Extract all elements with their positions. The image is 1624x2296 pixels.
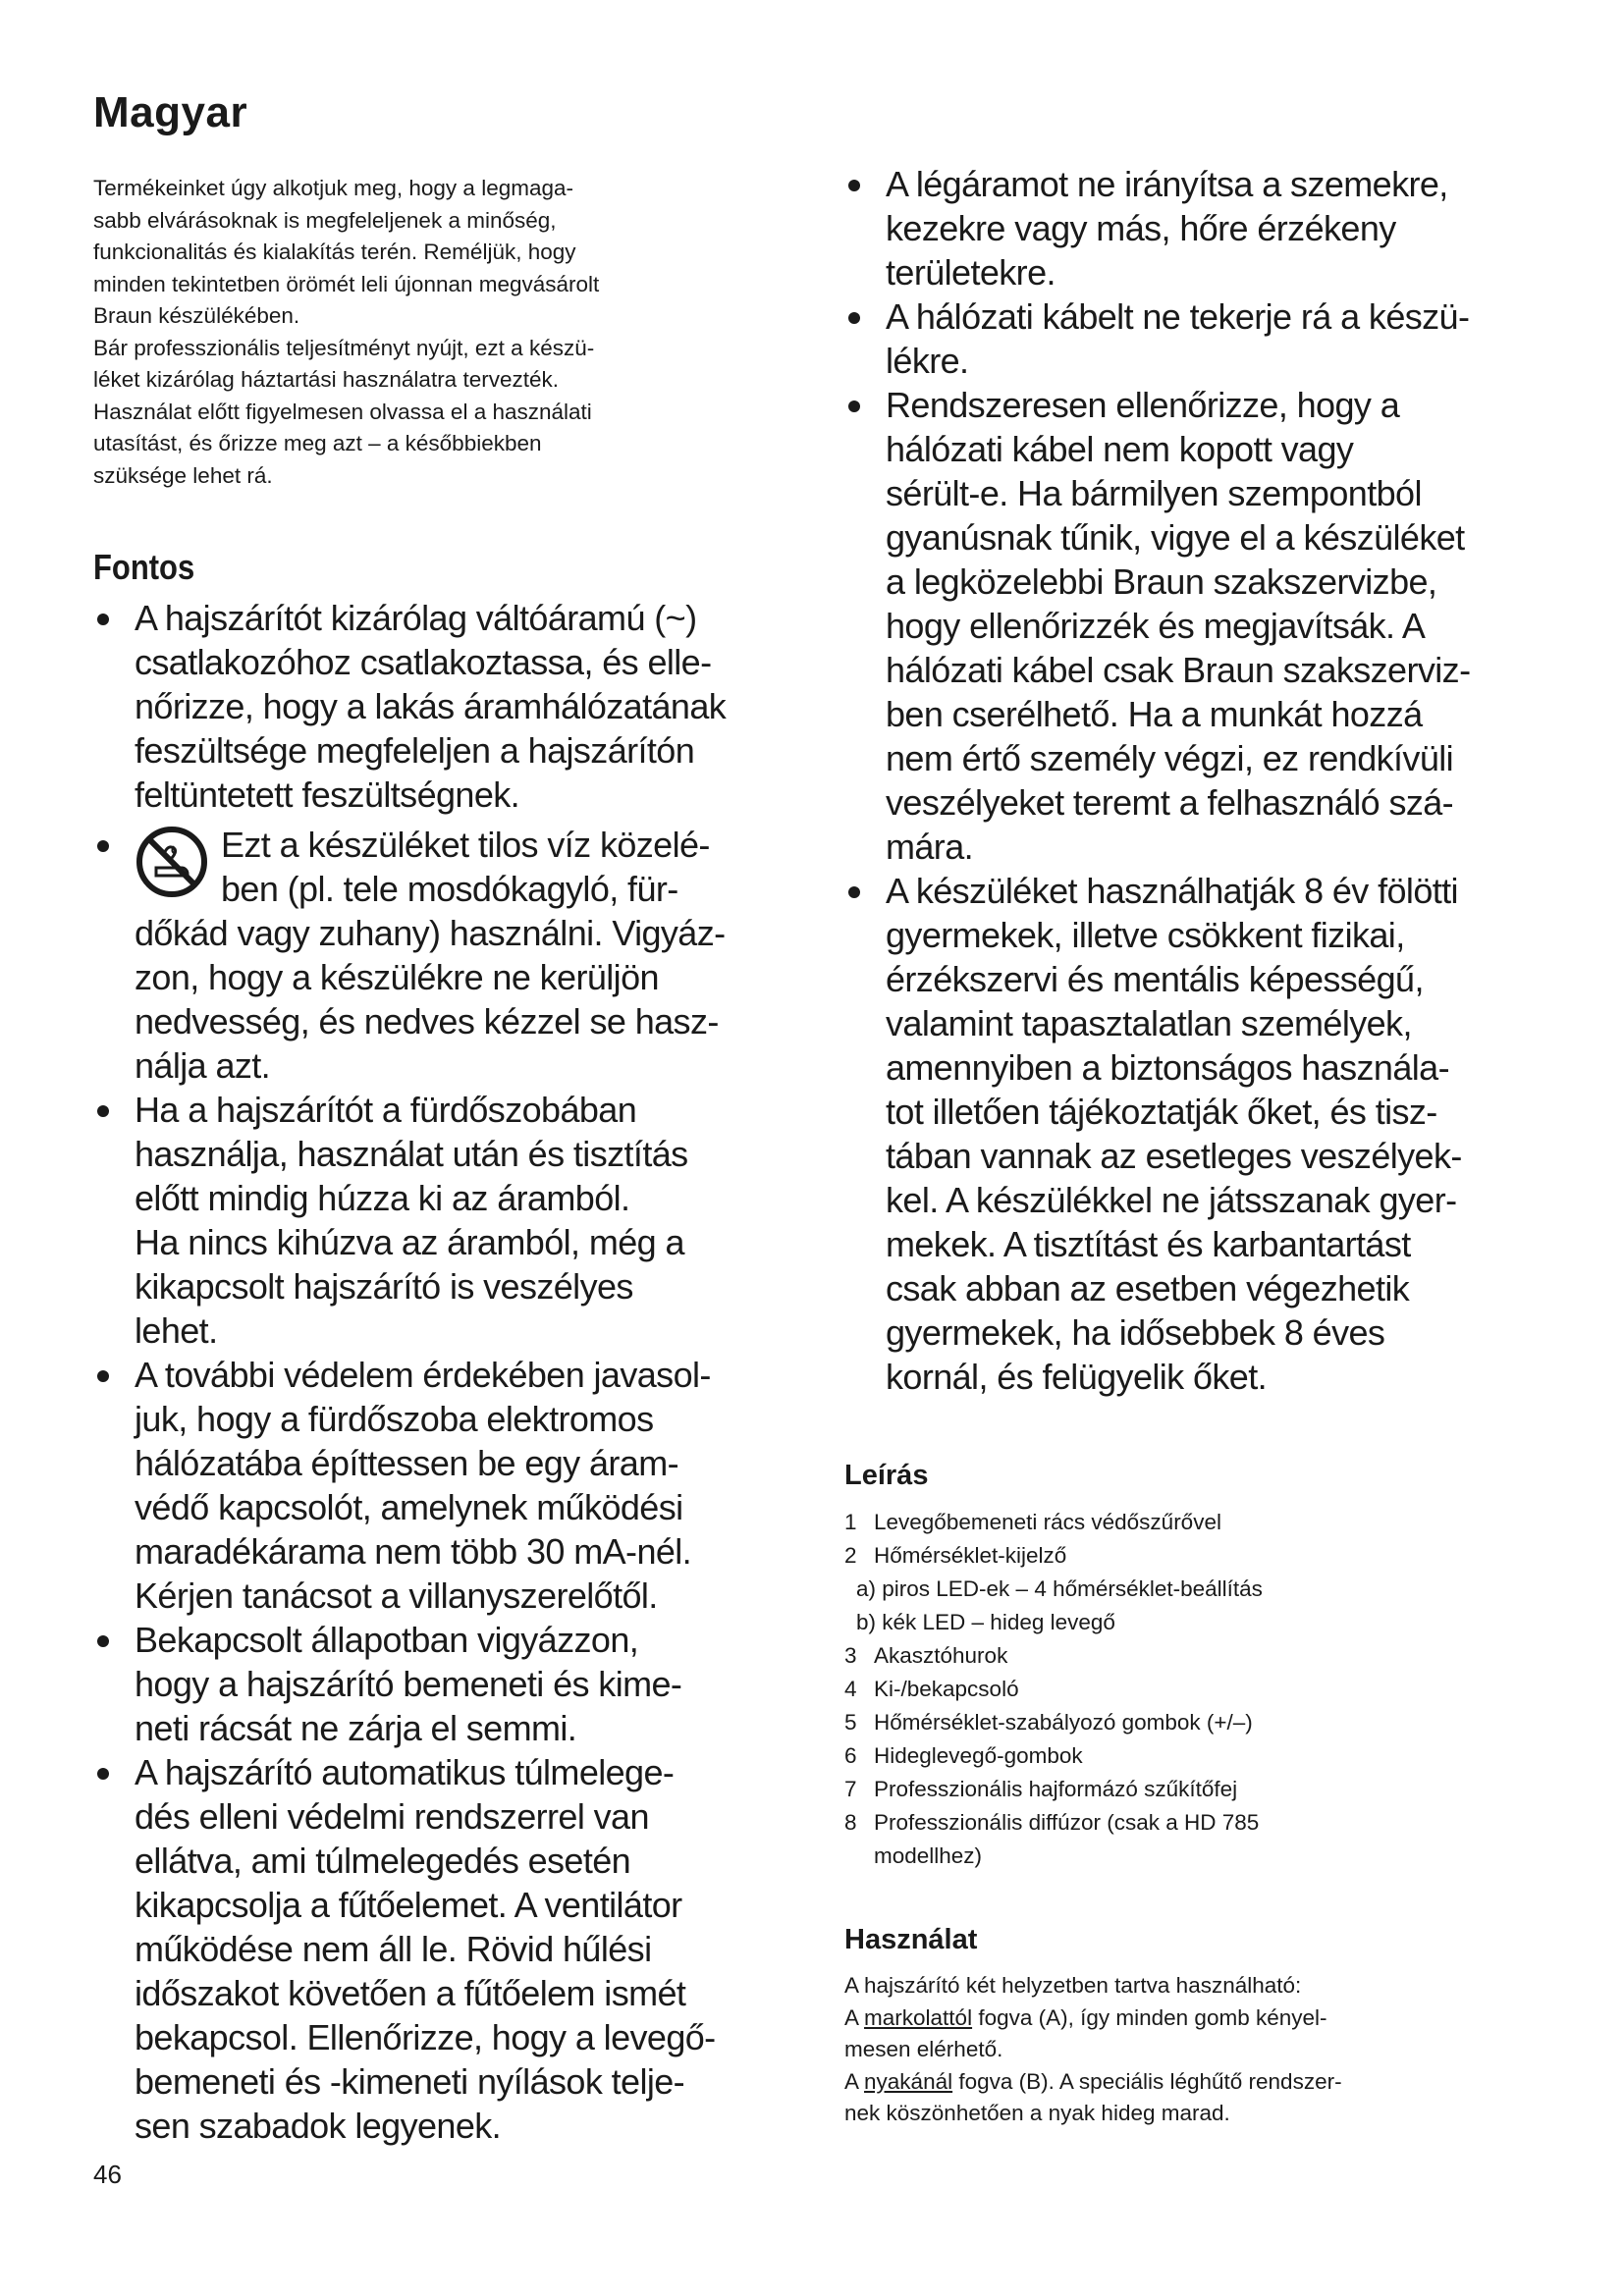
bullet-item (844, 383, 1571, 869)
item-text: Ki-/bekapcsoló (874, 1677, 1019, 1701)
bullet-dot (97, 1370, 109, 1382)
fontos-list-left (93, 596, 810, 2148)
parts-list-item (844, 1773, 1571, 1806)
hasznalat-heading: Használat (844, 1924, 978, 1955)
item-text: Professzionális hajformázó szűkítőfej (874, 1777, 1238, 1801)
intro-paragraph-2: Bár professzionális teljesítményt nyújt, ezt a készü- léket kizárólag háztartási használatra tervezték. Használat előtt figyelmesen olvassa el a használati utasítást, és őrizze meg azt – a későbbiekben szüksége lehet rá. (93, 335, 595, 488)
language-heading: Magyar (93, 88, 248, 136)
page-number: 46 (93, 2160, 122, 2189)
bullet-dot (97, 840, 109, 852)
bullet-text: A hajszárító automatikus túlmelege- dés elleni védelmi rendszerrel van ellátva, ami túlmelegedés esetén kikapcsolja a fűtőelemet. A ventilátor működése nem áll le. Rövid hűlési időszakot követően a fűtőelem ismét bekapcsol. Ellenőrizze, hogy a levegő- bemeneti és -kimeneti nyílások telje- sen szabadok legyenek. (135, 1752, 716, 2146)
bullet-item-water-warning (93, 823, 810, 1088)
item-number: 3 (844, 1643, 857, 1668)
usage-underlined-term: markolattól (864, 2004, 973, 2030)
usage-line-2 (844, 2002, 1571, 2066)
bullet-dot (848, 180, 860, 191)
parts-list (844, 1506, 1571, 1873)
item-number: 6 (844, 1743, 857, 1768)
item-number: 4 (844, 1677, 857, 1701)
item-number: 2 (844, 1543, 857, 1568)
item-text: b) kék LED – hideg levegő (856, 1610, 1115, 1634)
item-text: Hideglevegő-gombok (874, 1743, 1083, 1768)
usage-text: A (844, 2068, 865, 2094)
parts-list-item (844, 1706, 1571, 1739)
leiras-heading: Leírás (844, 1460, 929, 1491)
bullet-text: A további védelem érdekében javasol- juk, hogy a fürdőszoba elektromos hálózatába építtessen be egy áram- védő kapcsolót, amelynek működési maradékárama nem több 30 mA-nél. Kérjen tanácsot a villanyszerelőtől. (135, 1355, 711, 1616)
bullet-item (844, 162, 1571, 294)
bullet-item (93, 1618, 810, 1750)
item-text: Hőmérséklet-kijelző (874, 1543, 1067, 1568)
parts-list-subitem (844, 1573, 1571, 1606)
fontos-list-right (844, 162, 1571, 1399)
parts-list-subitem (844, 1606, 1571, 1639)
item-number: 8 (844, 1810, 857, 1835)
bullet-text: Bekapcsolt állapotban vigyázzon, hogy a hajszárító bemeneti és kime- neti rácsát ne zárja el semmi. (135, 1620, 682, 1748)
intro-section (93, 173, 810, 492)
parts-list-item (844, 1673, 1571, 1706)
bullet-text: Ezt a készüléket tilos víz közelé- ben (pl. tele mosdókagyló, für- (221, 825, 710, 909)
parts-list-item (844, 1639, 1571, 1673)
bullet-item (844, 294, 1571, 383)
usage-text: fogva (A), így minden gomb kényel- mesen elérhető. (844, 2004, 1327, 2061)
parts-list-item (844, 1506, 1571, 1539)
bullet-text: A készüléket használhatják 8 év fölötti gyermekek, illetve csökkent fizikai, érzékszervi és mentális képességű, valamint tapasztalatlan személyek, amennyiben a biztonságos használa- tot illetően tájékoztatják őket, és tisz- tában vannak az esetleges veszélyek- kel. A készülékkel ne játsszanak gyer- mekek. A tisztítást és karbantartást csak abban az esetben végezhetik gyermekek, ha idősebbek 8 éves kornál, és felügyelik őket. (886, 871, 1462, 1397)
bullet-item (844, 869, 1571, 1399)
usage-text: fogva (B). A speciális léghűtő rendszer- nek köszönhetően a nyak hideg marad. (844, 2068, 1342, 2125)
bullet-text: A hajszárítót kizárólag váltóáramú (~) csatlakozóhoz csatlakoztassa, és elle- nőrizze, hogy a lakás áramhálózatának feszültsége megfeleljen a hajszárítón feltüntetett feszültségnek. (135, 598, 727, 815)
bullet-text-continued: dőkád vagy zuhany) használni. Vigyáz- zon, hogy a készülékre ne kerüljön nedvesség, és nedves kézzel se hasz- nálja azt. (135, 913, 726, 1086)
bullet-item (93, 1088, 810, 1353)
bullet-text: A légáramot ne irányítsa a szemekre, kezekre vagy más, hőre érzékeny területekre. (886, 164, 1448, 293)
no-water-warning-icon (135, 825, 209, 899)
item-text: a) piros LED-ek – 4 hőmérséklet-beállítás (856, 1576, 1263, 1601)
bullet-text: Ha a hajszárítót a fürdőszobában használja, használat után és tisztítás előtt mindig húzza ki az áramból. Ha nincs kihúzva az áramból, még a kikapcsolt hajszárító is veszélyes lehet. (135, 1090, 688, 1351)
item-number: 7 (844, 1777, 857, 1801)
bullet-dot (97, 1635, 109, 1647)
bullet-dot (848, 886, 860, 898)
parts-list-item (844, 1539, 1571, 1573)
intro-paragraph-1: Termékeinket úgy alkotjuk meg, hogy a legmaga- sabb elvárásoknak is megfeleljenek a minőség, funkcionalitás és kialakítás terén. Reméljük, hogy minden tekintetben örömét leli újonnan megvásárolt Braun készülékében. (93, 176, 600, 328)
usage-text: A (844, 2004, 865, 2030)
item-text: Levegőbemeneti rács védőszűrővel (874, 1510, 1221, 1534)
bullet-item (93, 1750, 810, 2148)
item-text: Akasztóhurok (874, 1643, 1008, 1668)
bullet-dot (848, 312, 860, 324)
usage-underlined-term: nyakánál (864, 2068, 953, 2094)
right-column (844, 162, 1571, 2130)
item-number: 5 (844, 1710, 857, 1735)
item-text: Professzionális diffúzor (csak a HD 785 modellhez) (874, 1810, 1260, 1868)
usage-section (844, 1970, 1571, 2130)
bullet-item (93, 596, 810, 817)
bullet-text: A hálózati kábelt ne tekerje rá a készü- lékre. (886, 296, 1470, 381)
bullet-dot (97, 1105, 109, 1117)
bullet-dot (848, 400, 860, 412)
bullet-dot (97, 614, 109, 625)
usage-line-3 (844, 2066, 1571, 2130)
bullet-dot (97, 1768, 109, 1780)
usage-line-1: A hajszárító két helyzetben tartva használható: (844, 1973, 1302, 1998)
item-text: Hőmérséklet-szabályozó gombok (+/–) (874, 1710, 1253, 1735)
item-number: 1 (844, 1510, 857, 1534)
parts-list-item (844, 1806, 1571, 1873)
fontos-heading: Fontos (93, 547, 195, 587)
bullet-text: Rendszeresen ellenőrizze, hogy a hálózati kábel nem kopott vagy sérült-e. Ha bármilyen szempontból gyanúsnak tűnik, vigye el a készüléket a legközelebbi Braun szakszervizbe, hogy ellenőrizzék és megjavítsák. A hálózati kábel csak Braun szakszerviz- ben cserélhető. Ha a munkát hozzá nem értő személy végzi, ez rendkívüli veszélyeket teremt a felhasználó szá- mára. (886, 385, 1471, 867)
parts-list-item (844, 1739, 1571, 1773)
bullet-item (93, 1353, 810, 1618)
left-column (93, 88, 810, 2148)
